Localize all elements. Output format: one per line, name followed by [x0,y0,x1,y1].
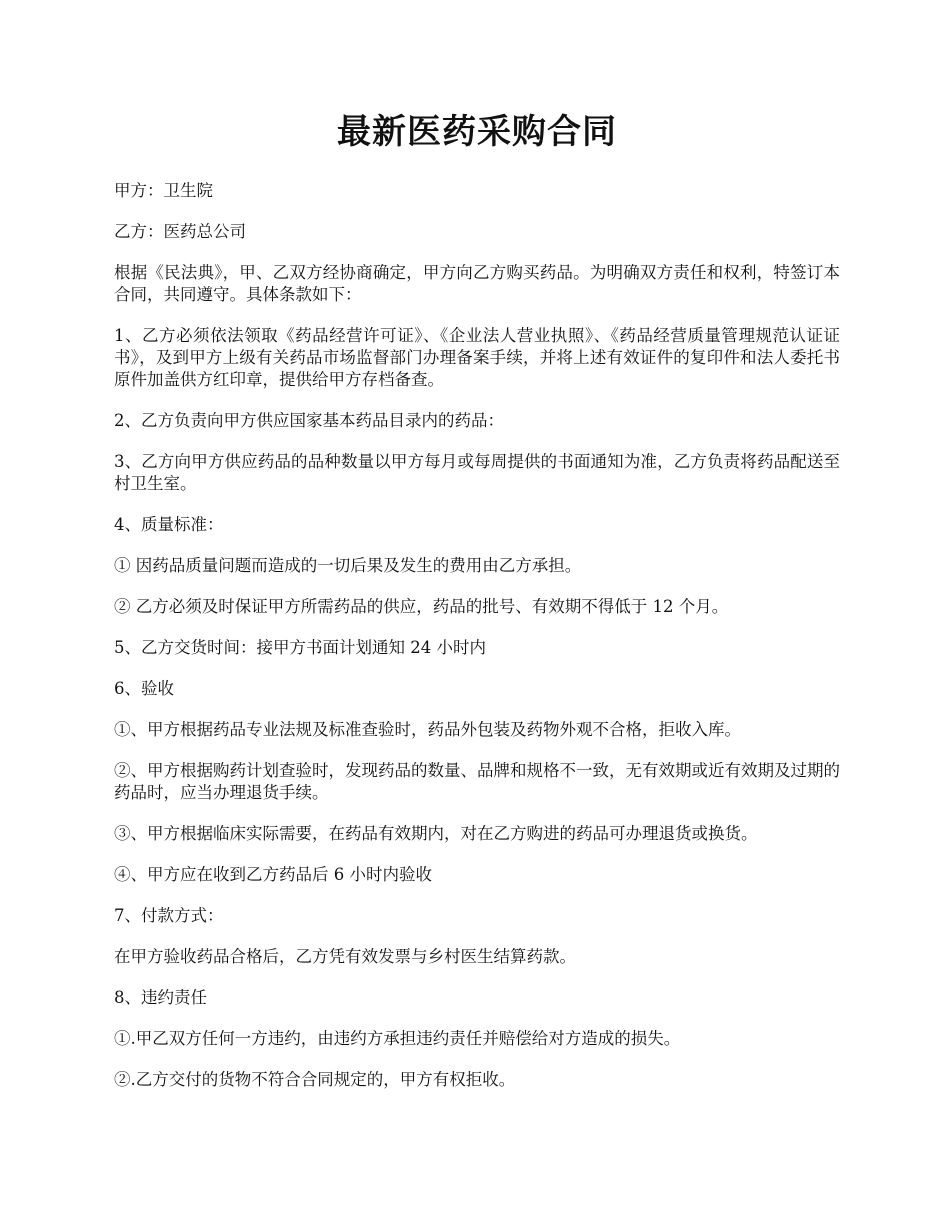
clause-1: 1、乙方必须依法领取《药品经营许可证》、《企业法人营业执照》、《药品经营质量管理规范认证证书》，及到甲方上级有关药品市场监督部门办理备案手续，并将上述有效证件的复印件和法人委托书原件加盖供方红印章，提供给甲方存档备查。 [114,326,840,389]
clause-5: 5、乙方交货时间：接甲方书面计划通知 24 小时内 [114,638,486,657]
clause-8-item-1: ①.甲乙双方任何一方违约，由违约方承担违约责任并赔偿给对方造成的损失。 [114,1029,681,1048]
clause-6-heading: 6、验收 [114,679,174,698]
party-b: 乙方：医药总公司 [114,222,246,241]
clause-3: 3、乙方向甲方供应药品的品种数量以甲方每月或每周提供的书面通知为准，乙方负责将药品配送至村卫生室。 [114,452,840,493]
document-title: 最新医药采购合同 [337,112,617,152]
clause-6-item-1: ①、甲方根据药品专业法规及标准查验时，药品外包装及药物外观不合格，拒收入库。 [114,720,741,739]
party-a: 甲方：卫生院 [114,181,213,200]
clause-6-item-4: ④、甲方应在收到乙方药品后 6 小时内验收 [114,865,432,884]
clause-4-heading: 4、质量标准： [114,515,224,534]
clause-7-body: 在甲方验收药品合格后，乙方凭有效发票与乡村医生结算药款。 [114,947,576,966]
clause-6-item-2: ②、甲方根据购药计划查验时，发现药品的数量、品牌和规格不一致，无有效期或近有效期及过期的药品时，应当办理退货手续。 [114,761,840,802]
clause-8-item-2: ②.乙方交付的货物不符合合同规定的，甲方有权拒收。 [114,1070,516,1089]
preamble: 根据《民法典》，甲、乙双方经协商确定，甲方向乙方购买药品。为明确双方责任和权利，特签订本合同，共同遵守。具体条款如下： [114,263,840,304]
clause-8-heading: 8、违约责任 [114,988,207,1007]
clause-6-item-3: ③、甲方根据临床实际需要，在药品有效期内，对在乙方购进的药品可办理退货或换货。 [114,824,758,843]
clause-4-item-2: ② 乙方必须及时保证甲方所需药品的供应，药品的批号、有效期不得低于 12 个月。 [114,597,729,616]
clause-2: 2、乙方负责向甲方供应国家基本药品目录内的药品： [114,411,504,430]
clause-7-heading: 7、付款方式： [114,906,224,925]
clause-4-item-1: ① 因药品质量问题而造成的一切后果及发生的费用由乙方承担。 [114,556,582,575]
